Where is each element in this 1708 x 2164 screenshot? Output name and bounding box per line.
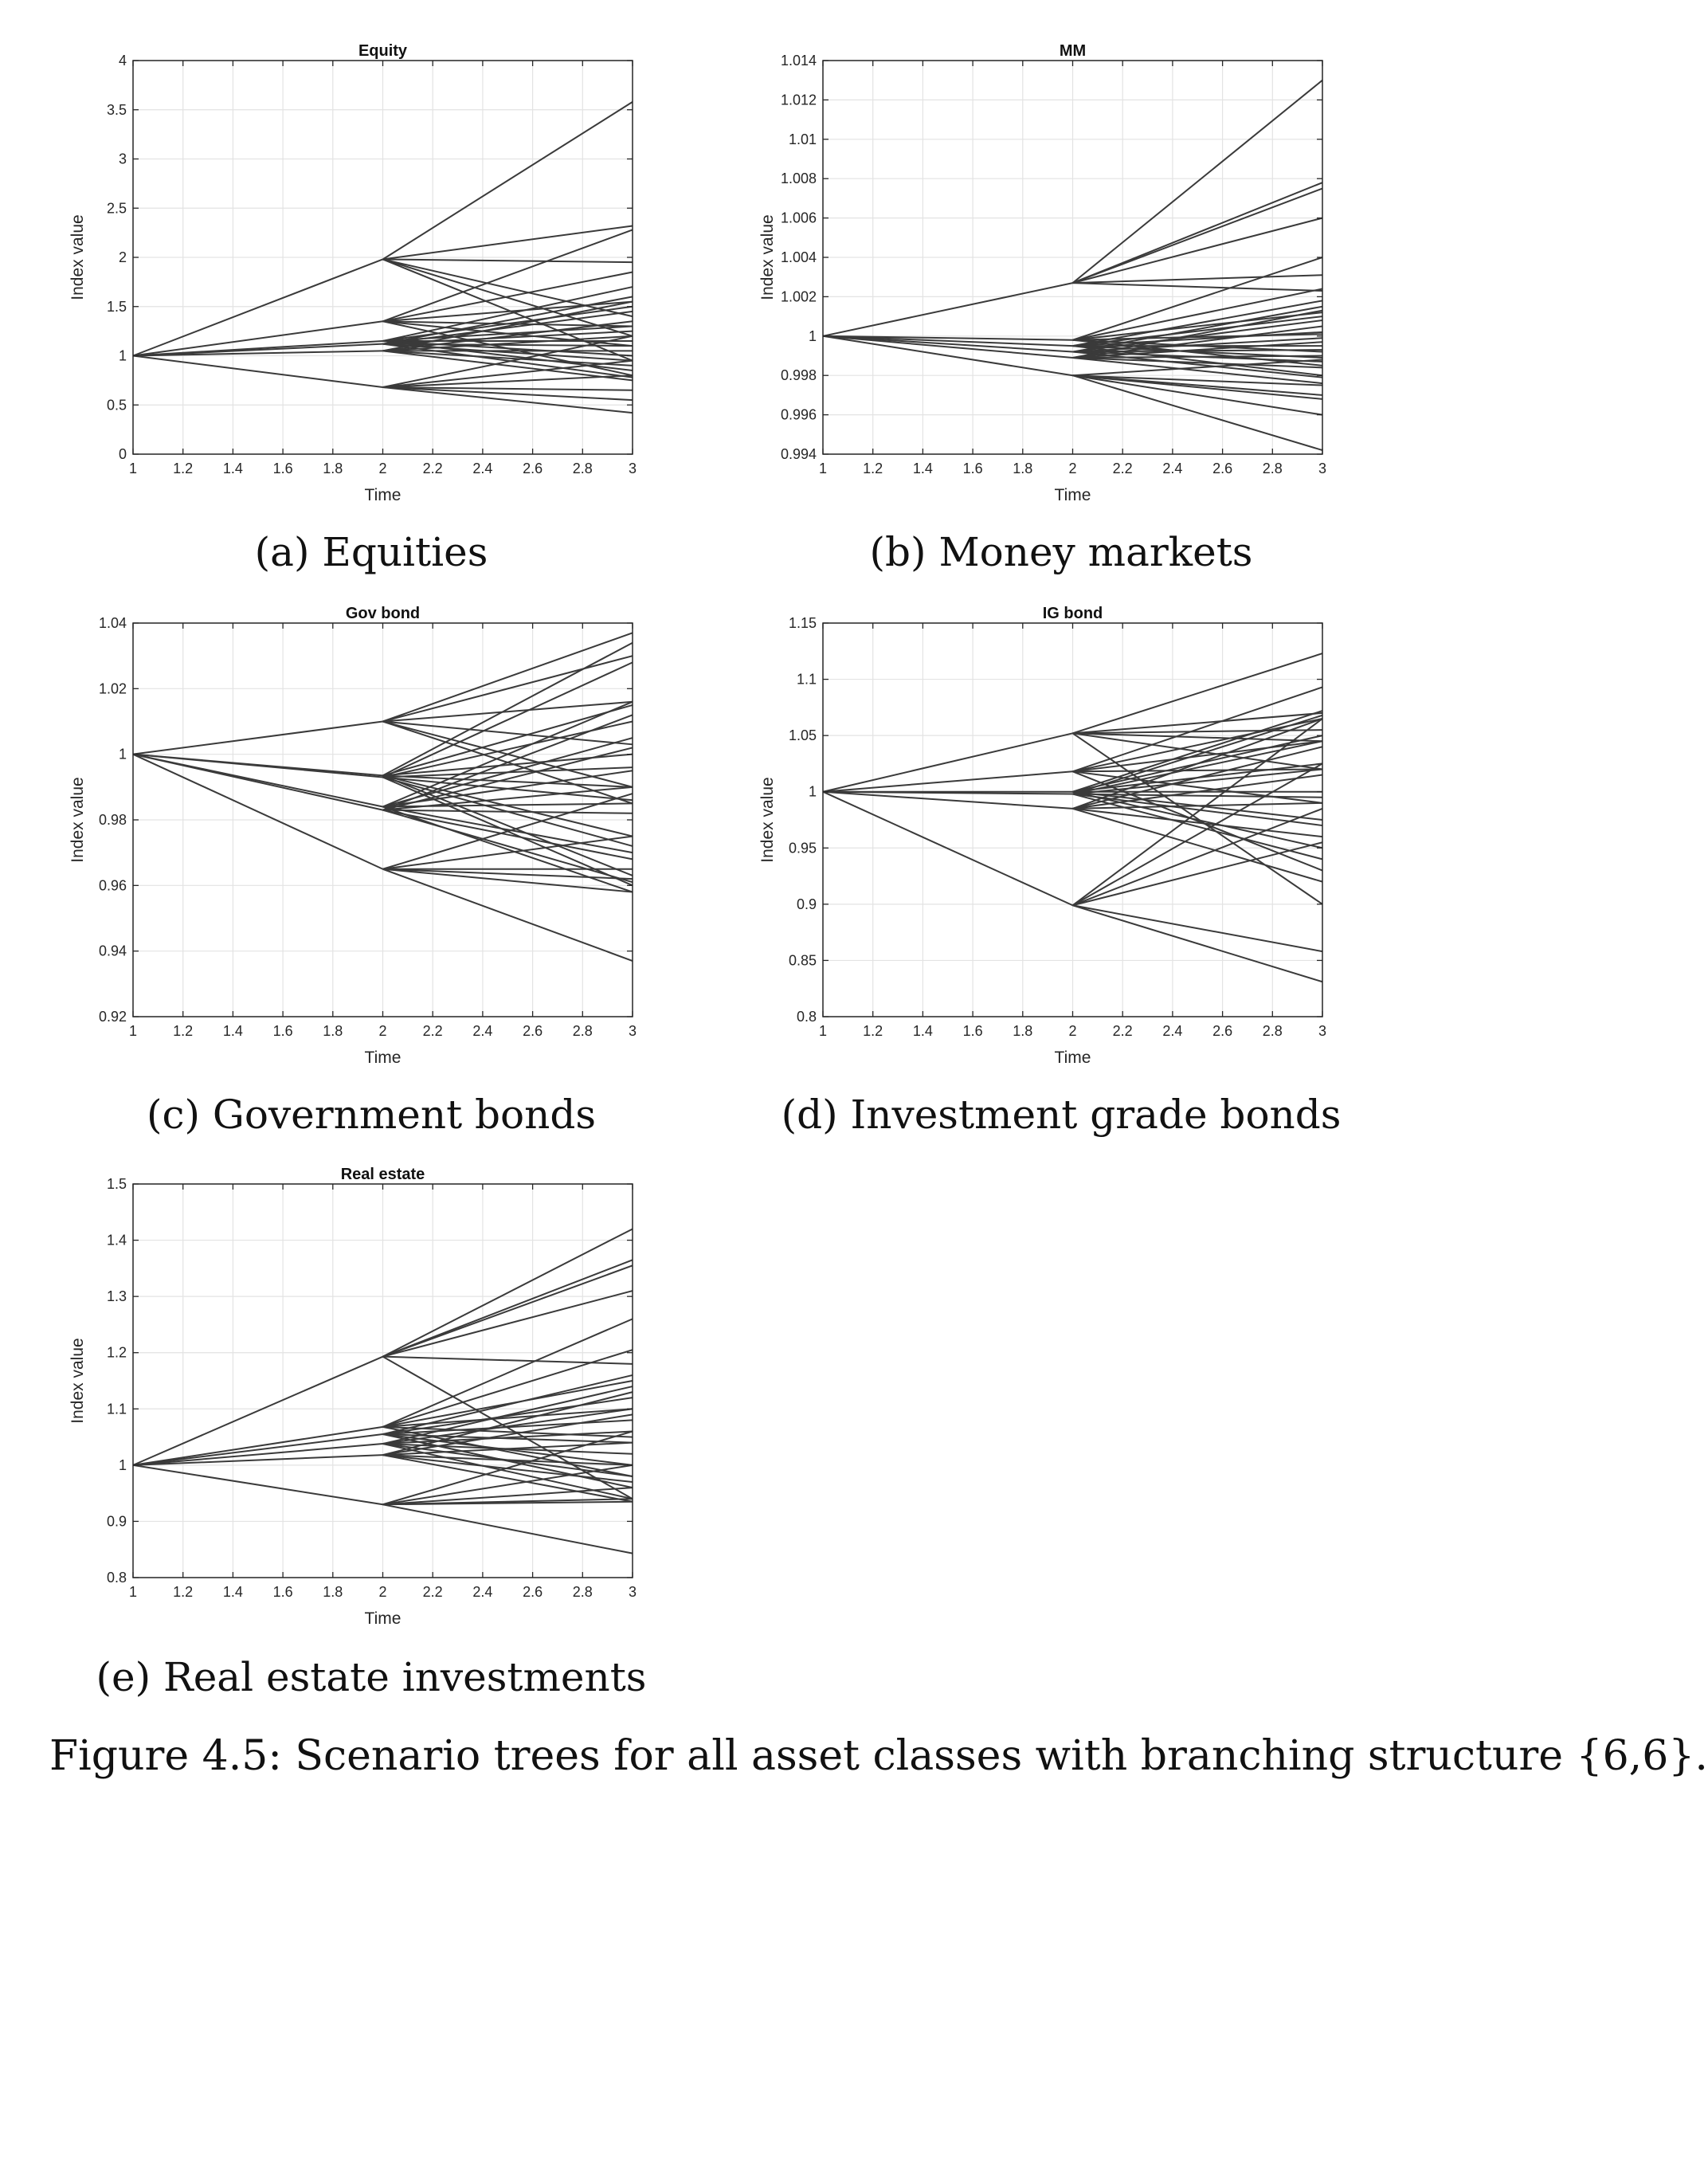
x-tick-label: 1.8 <box>323 461 343 476</box>
branch-segment-stage2 <box>383 1291 633 1357</box>
y-tick-label: 1.1 <box>796 671 817 688</box>
branch-segment-stage2 <box>383 259 633 262</box>
chart-title: MM <box>1059 42 1087 60</box>
y-tick-label: 0.85 <box>788 952 817 969</box>
x-tick-label: 2.6 <box>523 1584 543 1600</box>
y-tick-label: 1 <box>118 347 127 364</box>
branch-segment-stage2 <box>383 102 633 260</box>
y-tick-label: 0.996 <box>780 406 817 423</box>
branch-segment-stage2 <box>383 837 633 869</box>
branch-segment-stage2 <box>1073 189 1323 284</box>
y-tick-label: 1 <box>808 783 817 800</box>
axes <box>107 1176 637 1600</box>
branch-segment-stage1 <box>133 259 383 355</box>
y-tick-label: 4 <box>118 53 127 69</box>
y-tick-label: 0.94 <box>98 943 127 959</box>
chart-title: Real estate <box>340 1166 425 1183</box>
axes <box>781 53 1326 476</box>
branch-segment-stage1 <box>133 1465 383 1504</box>
branch-segment-stage1 <box>133 755 383 778</box>
y-axis-label: Index value <box>69 1338 87 1424</box>
branch-segment-stage2 <box>1073 763 1323 905</box>
y-tick-label: 1 <box>118 1456 127 1473</box>
y-tick-label: 1.4 <box>106 1232 127 1249</box>
y-tick-label: 1.006 <box>780 210 817 226</box>
x-tick-label: 2.4 <box>472 1023 493 1039</box>
branch-segment-stage2 <box>383 662 633 777</box>
y-tick-label: 3.5 <box>106 101 127 118</box>
branch-segment-stage2 <box>1073 733 1323 741</box>
branch-segment-stage2 <box>1073 905 1323 982</box>
chart-gov-bond <box>64 602 669 1080</box>
axes <box>107 53 637 476</box>
chart-ig-bond-panel <box>754 602 1359 1080</box>
y-tick-label: 1.04 <box>98 615 127 631</box>
x-tick-label: 2.8 <box>1262 461 1283 476</box>
y-tick-label: 0.9 <box>796 896 817 912</box>
branch-segment-stage2 <box>383 633 633 721</box>
branch-segment-stage2 <box>383 869 633 961</box>
x-tick-label: 2 <box>1068 461 1077 476</box>
branch-segment-stage2 <box>1073 769 1323 771</box>
branch-segment-stage2 <box>383 375 633 387</box>
y-tick-label: 2.5 <box>106 200 127 217</box>
branch-segment-stage1 <box>133 755 383 869</box>
y-tick-label: 0.998 <box>780 367 817 384</box>
x-tick-label: 2.2 <box>422 1023 443 1039</box>
x-tick-label: 2.6 <box>523 1023 543 1039</box>
caption-government-bonds: (c) Government bonds <box>146 1092 597 1138</box>
chart-mm <box>754 40 1359 518</box>
branch-segment-stage2 <box>383 810 633 860</box>
x-tick-label: 2.4 <box>472 1584 493 1600</box>
y-tick-label: 0.96 <box>98 877 127 894</box>
branch-segment-stage2 <box>1073 842 1323 905</box>
y-tick-label: 1.01 <box>788 131 817 147</box>
x-tick-label: 1.2 <box>173 461 194 476</box>
x-tick-label: 2.2 <box>422 461 443 476</box>
chart-equity-panel <box>64 40 669 518</box>
x-tick-label: 3 <box>628 1584 637 1600</box>
branch-segment-stage1 <box>133 722 383 755</box>
caption-investment-grade-bonds: (d) Investment grade bonds <box>781 1092 1342 1138</box>
x-tick-label: 1.8 <box>323 1584 343 1600</box>
y-tick-label: 3 <box>118 151 127 167</box>
y-axis-label: Index value <box>69 214 87 300</box>
branch-segment-stage2 <box>383 747 633 810</box>
x-axis-label: Time <box>364 486 402 504</box>
branch-segment-stage2 <box>383 869 633 892</box>
y-tick-label: 1.5 <box>106 298 127 315</box>
y-axis-label: Index value <box>69 777 87 863</box>
x-tick-label: 2.4 <box>1162 1023 1183 1039</box>
x-tick-label: 1.6 <box>962 1023 983 1039</box>
y-tick-label: 1.002 <box>780 288 817 305</box>
y-tick-label: 1 <box>118 746 127 762</box>
branch-segment-stage1 <box>823 283 1073 336</box>
branch-segment-stage2 <box>383 1357 633 1364</box>
caption-real-estate-investments: (e) Real estate investments <box>96 1654 647 1700</box>
caption-equities: (a) Equities <box>254 529 488 575</box>
x-tick-label: 2.6 <box>523 461 543 476</box>
x-tick-label: 1.4 <box>912 461 933 476</box>
x-tick-label: 2.8 <box>572 1584 593 1600</box>
x-tick-label: 2.6 <box>1212 1023 1233 1039</box>
branch-segment-stage2 <box>1073 257 1323 340</box>
caption-money-markets: (b) Money markets <box>869 529 1253 575</box>
x-tick-label: 1.6 <box>272 1023 293 1039</box>
grid <box>133 1184 633 1578</box>
x-tick-label: 1.2 <box>173 1023 194 1039</box>
branch-segment-stage2 <box>383 1504 633 1553</box>
branch-segment-stage1 <box>133 755 383 810</box>
x-tick-label: 1 <box>128 1584 138 1600</box>
branch-segment-stage2 <box>383 1265 633 1356</box>
branch-segment-stage2 <box>383 1319 633 1426</box>
x-tick-label: 2 <box>1068 1023 1077 1039</box>
x-tick-label: 1.6 <box>962 461 983 476</box>
x-tick-label: 2 <box>378 1023 387 1039</box>
branch-segment-stage2 <box>1073 218 1323 284</box>
branch-segment-stage1 <box>823 336 1073 375</box>
branch-segment-stage2 <box>1073 80 1323 283</box>
y-tick-label: 1.02 <box>98 680 127 697</box>
y-tick-label: 1.5 <box>106 1176 127 1192</box>
y-tick-label: 1.012 <box>780 92 817 108</box>
grid <box>823 623 1322 1017</box>
y-tick-label: 0.95 <box>788 840 817 857</box>
chart-real-estate-panel <box>64 1163 669 1641</box>
x-tick-label: 1.6 <box>272 461 293 476</box>
x-axis-label: Time <box>1054 486 1091 504</box>
x-tick-label: 1.8 <box>323 1023 343 1039</box>
y-axis-label: Index value <box>758 214 777 300</box>
branch-segment-stage1 <box>133 356 383 388</box>
x-tick-label: 1.4 <box>222 1584 243 1600</box>
x-axis-label: Time <box>364 1609 402 1628</box>
y-tick-label: 0.9 <box>106 1513 127 1530</box>
x-tick-label: 2.8 <box>572 461 593 476</box>
x-tick-label: 1.4 <box>912 1023 933 1039</box>
x-tick-label: 2 <box>378 1584 387 1600</box>
y-tick-label: 0.5 <box>106 397 127 414</box>
chart-mm-panel <box>754 40 1359 518</box>
branch-segment-stage2 <box>1073 719 1323 905</box>
x-tick-label: 2.6 <box>1212 461 1233 476</box>
x-tick-label: 2.2 <box>1112 1023 1133 1039</box>
branch-segment-stage2 <box>1073 275 1323 283</box>
x-tick-label: 3 <box>1318 1023 1327 1039</box>
x-tick-label: 2.8 <box>572 1023 593 1039</box>
branch-segment-stage1 <box>823 771 1073 791</box>
x-tick-label: 1 <box>818 461 828 476</box>
x-tick-label: 2 <box>378 461 387 476</box>
chart-equity <box>64 40 669 518</box>
y-tick-label: 1.15 <box>788 615 817 631</box>
x-tick-label: 2.8 <box>1262 1023 1283 1039</box>
branch-segment-stage2 <box>383 361 633 387</box>
x-tick-label: 1.2 <box>863 461 883 476</box>
branch-segment-stage2 <box>383 715 633 810</box>
x-tick-label: 3 <box>628 461 637 476</box>
x-axis-label: Time <box>1054 1049 1091 1067</box>
x-tick-label: 2.4 <box>1162 461 1183 476</box>
y-tick-label: 1.2 <box>106 1344 127 1361</box>
figure-caption: Figure 4.5: Scenario trees for all asset classes with branching structure {6,6}. <box>49 1732 1708 1780</box>
branch-segment-stage1 <box>823 733 1073 791</box>
x-tick-label: 1 <box>818 1023 828 1039</box>
y-tick-label: 2 <box>118 249 127 265</box>
y-tick-label: 0 <box>118 446 127 462</box>
y-tick-label: 1 <box>808 327 817 344</box>
chart-ig-bond <box>754 602 1359 1080</box>
branch-segment-stage2 <box>1073 283 1323 291</box>
x-tick-label: 3 <box>628 1023 637 1039</box>
branch-segment-stage2 <box>383 643 633 776</box>
y-tick-label: 1.008 <box>780 171 817 187</box>
branch-segment-stage2 <box>1073 182 1323 283</box>
y-tick-label: 1.05 <box>788 727 817 744</box>
branch-segment-stage2 <box>1073 905 1323 951</box>
x-tick-label: 1.6 <box>272 1584 293 1600</box>
x-tick-label: 2.4 <box>472 461 493 476</box>
x-tick-label: 1.2 <box>173 1584 194 1600</box>
y-tick-label: 1.004 <box>780 249 817 265</box>
branch-segment-stage2 <box>383 810 633 813</box>
axes <box>99 615 637 1039</box>
x-tick-label: 1 <box>128 461 138 476</box>
x-tick-label: 2.2 <box>1112 461 1133 476</box>
branch-segment-stage1 <box>823 792 1073 906</box>
x-tick-label: 1.8 <box>1013 461 1033 476</box>
chart-title: IG bond <box>1042 605 1103 622</box>
x-tick-label: 1.4 <box>222 1023 243 1039</box>
x-tick-label: 1 <box>128 1023 138 1039</box>
y-tick-label: 0.98 <box>98 812 127 828</box>
branch-segment-stage2 <box>1073 653 1323 733</box>
chart-gov-bond-panel <box>64 602 669 1080</box>
x-tick-label: 2.2 <box>422 1584 443 1600</box>
chart-title: Gov bond <box>345 605 421 622</box>
y-tick-label: 0.994 <box>780 446 817 462</box>
branch-segment-stage2 <box>383 225 633 259</box>
branch-segment-stage1 <box>133 1357 383 1465</box>
y-tick-label: 0.8 <box>796 1009 817 1025</box>
branch-segment-stage2 <box>383 387 633 413</box>
chart-title: Equity <box>358 42 408 60</box>
branch-segment-stage2 <box>1073 687 1323 771</box>
branch-segment-stage2 <box>383 1229 633 1356</box>
branch-segment-stage1 <box>133 1444 383 1465</box>
y-axis-label: Index value <box>758 777 777 863</box>
y-tick-label: 1.1 <box>106 1401 127 1417</box>
grid <box>823 61 1322 454</box>
x-tick-label: 3 <box>1318 461 1327 476</box>
y-tick-label: 0.8 <box>106 1570 127 1586</box>
y-tick-label: 1.014 <box>780 53 817 69</box>
x-tick-label: 1.8 <box>1013 1023 1033 1039</box>
branch-segment-stage2 <box>383 1375 633 1434</box>
y-tick-label: 0.92 <box>98 1009 127 1025</box>
x-tick-label: 1.2 <box>863 1023 883 1039</box>
y-tick-label: 1.3 <box>106 1288 127 1305</box>
x-axis-label: Time <box>364 1049 402 1067</box>
x-tick-label: 1.4 <box>222 461 243 476</box>
chart-real-estate <box>64 1163 669 1641</box>
branch-segment-stage2 <box>1073 375 1323 385</box>
